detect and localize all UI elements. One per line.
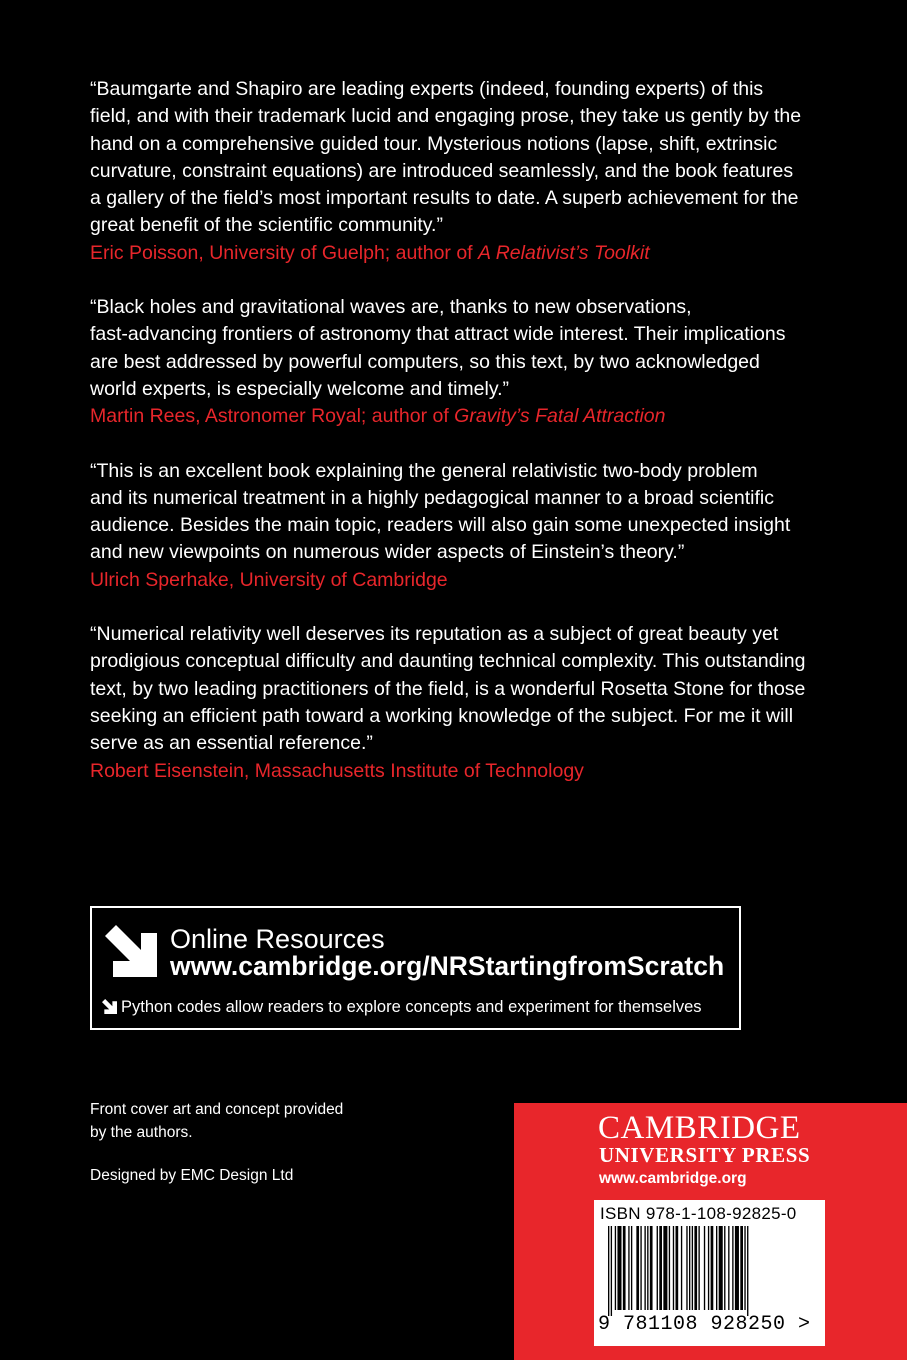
barcode-bar [608,1226,609,1316]
barcode-bar [698,1226,699,1310]
barcode-bar [744,1226,745,1310]
arrow-down-right-icon [102,999,117,1014]
barcode-bar [617,1226,621,1310]
credit-line: Front cover art and concept provided [90,1101,344,1118]
endorsement-3 [90,458,830,594]
barcode-bar [686,1226,687,1310]
endorsements [90,76,830,812]
barcode-bar [615,1226,616,1310]
credit-line: by the authors. [90,1124,193,1141]
barcode-bar [628,1226,629,1310]
barcode-bar [681,1226,682,1310]
quote-attribution [90,758,830,785]
quote-line: are best addressed by powerful computers, so this text, by two acknowledged [90,350,760,373]
barcode-bar [644,1226,645,1310]
endorsement-2 [90,294,830,430]
barcode-bar [704,1226,705,1310]
barcode-bar [640,1226,641,1310]
quote-line: “Black holes and gravitational waves are, thanks to new observations, [90,296,692,319]
barcode-bar [659,1226,662,1310]
barcode-bar [650,1226,653,1310]
barcode-bars [608,1226,798,1316]
quote-line: serve as an essential reference.” [90,732,373,755]
barcode-bar [708,1226,709,1310]
quote-line: prodigious conceptual difficulty and daunting technical complexity. This outstanding [90,650,806,673]
publisher-url-link[interactable]: www.cambridge.org [599,1170,747,1187]
attribution-name: Robert Eisenstein, Massachusetts Institute of Technology [90,759,584,782]
publisher-panel [514,1103,907,1360]
attribution-work: Gravity’s Fatal Attraction [454,405,666,428]
barcode-bar [711,1226,714,1310]
endorsement-4 [90,621,830,785]
attribution-name: Eric Poisson, University of Guelph; author of [90,241,479,264]
attribution-work: A Relativist’s Toolkit [478,241,650,264]
quote-attribution [90,403,830,430]
online-resources-box [90,906,741,1030]
quote-line: a gallery of the field’s most important results to date. A superb achievement for the [90,187,799,210]
resources-title: Online Resources [170,924,385,954]
quote-line: great benefit of the scientific community.” [90,214,443,237]
barcode-bar [676,1226,679,1310]
barcode-bar [735,1226,739,1310]
publisher-press: UNIVERSITY PRESS [599,1143,811,1167]
quote-line: field, and with their trademark lucid and engaging prose, they take us gently by the [90,105,802,128]
barcode-bar [694,1226,697,1310]
barcode-bar [663,1226,667,1310]
barcode-bar [747,1226,748,1316]
quote-line: world experts, is especially welcome and timely.” [90,377,510,400]
barcode-bar [719,1226,723,1310]
barcode-digits: 9 781108 928250 > [598,1313,811,1336]
quote-attribution [90,240,830,267]
barcode-bar [669,1226,670,1310]
quote-line: text, by two leading practitioners of the field, is a wonderful Rosetta Stone for those [90,677,806,700]
quote-line: and its numerical treatment in a highly pedagogical manner to a broad scientific [90,486,774,509]
isbn: ISBN 978-1-108-92825-0 [600,1204,797,1223]
quote-attribution [90,567,830,594]
barcode-bar [724,1226,725,1310]
resources-note: Python codes allow readers to explore concepts and experiment for themselves [121,998,702,1016]
barcode-bar [647,1226,648,1310]
attribution-name: Martin Rees, Astronomer Royal; author of [90,405,455,428]
publisher-name: CAMBRIDGE [598,1110,801,1146]
barcode-bar [636,1226,639,1310]
quote-line: fast-advancing frontiers of astronomy that attract wide interest. Their implications [90,323,786,346]
barcode-bar [716,1226,717,1310]
quote-line: “Baumgarte and Shapiro are leading experts (indeed, founding experts) of this [90,78,764,100]
quote-line: hand on a comprehensive guided tour. Mysterious notions (lapse, shift, extrinsic [90,132,778,155]
barcode-bar [657,1226,658,1310]
quote-line: “Numerical relativity well deserves its reputation as a subject of great beauty yet [90,623,779,646]
barcode-bar [611,1226,612,1316]
barcode-bar [732,1226,733,1310]
quote-line: audience. Besides the main topic, readers will also gain some unexpected insight [90,514,791,537]
quote-line: curvature, constraint equations) are introduced seamlessly, and the book features [90,159,794,182]
design-credit: Designed by EMC Design Ltd [90,1167,294,1184]
barcode-bar [740,1226,743,1310]
barcode-bar [689,1226,690,1310]
barcode-bar [728,1226,729,1310]
resources-url-link[interactable]: www.cambridge.org/NRStartingfromScratch [170,951,725,981]
barcode-bar [692,1226,693,1310]
quote-line: and new viewpoints on numerous wider aspects of Einstein’s theory.” [90,541,685,564]
quote-line: “This is an excellent book explaining the general relativistic two-body problem [90,459,758,482]
barcode-bar [623,1226,626,1310]
attribution-name: Ulrich Sperhake, University of Cambridge [90,568,448,591]
arrow-down-right-icon [105,925,157,977]
quote-line: seeking an efficient path toward a working knowledge of the subject. For me it will [90,704,794,727]
barcode-bar [631,1226,632,1310]
endorsement-1 [90,76,830,267]
barcode [594,1200,825,1346]
credits [90,1098,343,1187]
barcode-bar [673,1226,674,1310]
